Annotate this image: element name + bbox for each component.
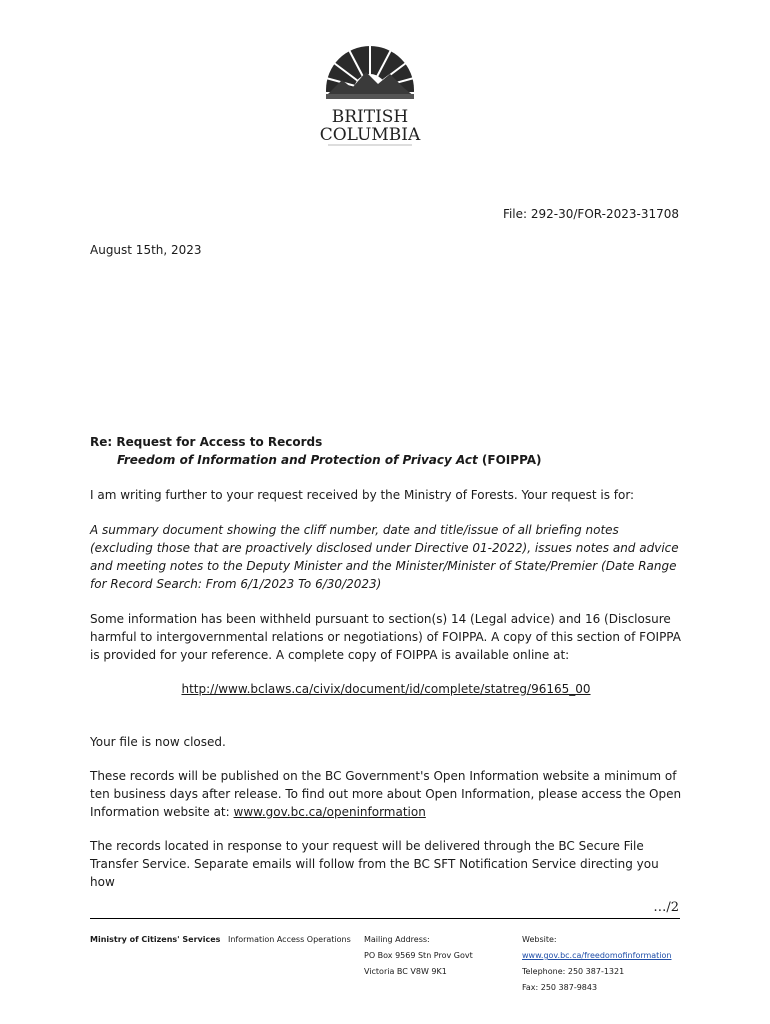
act-abbreviation: (FOIPPA) [477,453,542,467]
file-reference: File: 292-30/FOR-2023-31708 [502,207,679,221]
footer-mailing-line1: PO Box 9569 Stn Prov Govt [364,951,473,960]
footer-contact [522,932,672,996]
footer-telephone: Telephone: 250 387-1321 [522,967,625,976]
open-information-link[interactable]: www.gov.bc.ca/openinformation [233,805,426,819]
footer-office: Information Access Operations [228,935,351,944]
footer-website-label: Website: [522,935,557,944]
paragraph-delivery: The records located in response to your request will be delivered through the BC Secure File Transfer Service. Separate emails will follow from the BC SFT Notification Service directing you how [90,839,659,889]
foippa-link-line [90,680,682,698]
letter-date: August 15th, 2023 [90,243,202,257]
paragraph-file-closed: Your file is now closed. [90,735,226,749]
open-information-text: These records will be published on the BC Government's Open Information website a minimum of ten business days after release. To find out more about Open Information, please access the Open Information website at: [90,769,682,819]
subject-block [90,433,690,469]
bc-sun-mountain-emblem [312,44,428,148]
act-line [90,451,690,469]
footer-mailing [364,932,473,980]
bc-logo [312,44,428,148]
page-continuation: …/2 [653,900,679,915]
logo-text-columbia: COLUMBIA [319,125,421,145]
footer-fax: Fax: 250 387-9843 [522,983,598,992]
footer-website-link[interactable]: www.gov.bc.ca/freedomofinformation [522,951,672,960]
footer-mailing-label: Mailing Address: [364,935,430,944]
act-name: Freedom of Information and Protection of Privacy Act [117,453,478,467]
footer-divider [90,918,680,919]
logo-text-british: BRITISH [331,107,409,127]
footer-ministry: Ministry of Citizens' Services [90,935,221,944]
footer-mailing-line2: Victoria BC V8W 9K1 [364,967,447,976]
foippa-link[interactable]: http://www.bclaws.ca/civix/document/id/complete/statreg/96165_00 [181,682,591,696]
paragraph-intro: I am writing further to your request received by the Ministry of Forests. Your request is for: [90,488,635,502]
subject-line: Re: Request for Access to Records [90,435,323,449]
paragraph-withheld: Some information has been withheld pursuant to section(s) 14 (Legal advice) and 16 (Disclosure harmful to intergovernmental relations or negotiations) of FOIPPA. A copy of this section of FOIPPA is provided for your reference. A complete copy of FOIPPA is available online at: [90,612,681,662]
paragraph-request-text: A summary document showing the cliff number, date and title/issue of all briefing notes (excluding those that are proactively disclosed under Directive 01-2022), issues notes and advice and meeting notes to the Deputy Minister and the Minister/Minister of State/Premier (Date Range for Record Search: From 6/1/2023 To 6/30/2023) [90,523,679,591]
paragraph-open-information [90,767,682,821]
